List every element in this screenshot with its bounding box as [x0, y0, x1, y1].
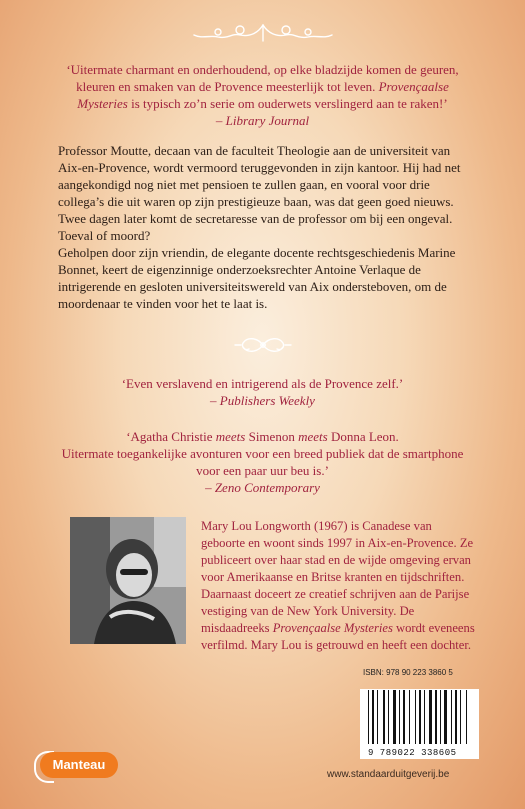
top-ornament	[188, 21, 338, 45]
barcode-bar	[455, 690, 457, 744]
barcode-bar	[372, 690, 374, 744]
quote-source: – Library Journal	[215, 113, 310, 128]
bio-text: is Canadese van geboorte en woont sinds 1997 in Aix-en-Provence. Ze publiceert over haar stad en de wijde omgeving ervan voor Amerikaanse en Britse kranten en tijdschriften. Daarnaast doceert ze creatief schrijven aan de Parijse vestiging van de New York University. De misdaadreeks	[201, 519, 474, 635]
barcode-bar	[440, 690, 441, 744]
middle-ornament	[233, 333, 293, 357]
author-photo	[70, 517, 186, 644]
blurb-paragraph-2: Geholpen door zijn vriendin, de elegante docente rechtsgeschiedenis Marine Bonnet, keert de eigenzinnige onderzoeksrechter Antoine Verlaque de intrigerende en gesloten universiteitswereld van Aix ondersteboven, om de moordenaar te vinden voor het te laat is.	[58, 245, 456, 311]
barcode-bar	[368, 690, 369, 744]
bio-text-end: wordt eveneens verfilmd. Mary Lou is getrouwd en heeft een dochter.	[201, 621, 475, 652]
publisher-url: www.standaarduitgeverij.be	[327, 769, 450, 780]
review-quote-zeno	[55, 428, 470, 496]
barcode-bar	[399, 690, 400, 744]
quote-series-title: Provençaalse Mysteries	[77, 79, 449, 111]
barcode-bar	[444, 690, 447, 744]
barcode-bar	[415, 690, 416, 744]
quote-meets: meets	[298, 429, 328, 444]
author-bio	[201, 518, 479, 654]
quote-meets: meets	[215, 429, 246, 444]
review-quote-library-journal	[55, 61, 470, 129]
barcode-bar	[435, 690, 437, 744]
barcode-bar	[429, 690, 432, 744]
quote-source: – Publishers Weekly	[210, 393, 315, 408]
barcode-digits: 9 789022 338605	[368, 748, 457, 758]
barcode-bar	[424, 690, 425, 744]
barcode-bar	[409, 690, 410, 744]
barcode-bar	[451, 690, 452, 744]
quote-text: Uitermate toegankelijke avonturen voor een breed publiek dat de smartphone voor een paar uur beu is.’	[61, 446, 464, 478]
isbn-label: ISBN: 978 90 223 3860 5	[363, 668, 453, 677]
book-blurb	[58, 142, 474, 312]
quote-text-part: ‘Agatha Christie	[126, 429, 216, 444]
barcode-bar	[377, 690, 378, 744]
blurb-paragraph-1: Professor Moutte, decaan van de faculteit Theologie aan de universiteit van Aix-en-Provence, wordt vermoord teruggevonden in zijn kantoor. Hij had net aangekondigd nog niet met pensioen te zullen gaan, en vooral voor drie collega’s die uit waren op zijn prestigieuze baan, was dat geen goed nieuws. Twee dagen later komt de secretaresse van de professor om bij een ongeval. Toeval of moord?	[58, 143, 461, 243]
barcode-bar	[403, 690, 405, 744]
publisher-logo: Manteau	[40, 752, 118, 778]
barcode-bar	[383, 690, 385, 744]
barcode-bar	[393, 690, 396, 744]
quote-text: ‘Even verslavend en intrigerend als de Provence zelf.’	[121, 376, 404, 391]
barcode-bar	[388, 690, 389, 744]
barcode-bar	[460, 690, 461, 744]
quote-text-end: is typisch zo’n serie om ouderwets verslingerd aan te raken!’	[127, 96, 448, 111]
barcode-bar	[419, 690, 421, 744]
quote-text-part: Simenon	[245, 429, 299, 444]
author-name: Mary Lou Longworth (1967)	[201, 519, 348, 533]
quote-text-part: Donna Leon.	[327, 429, 399, 444]
barcode-bar	[466, 690, 467, 744]
quote-text: ‘Uitermate charmant en onderhoudend, op elke bladzijde komen de geuren, kleuren en smaken van de Provence meesterlijk tot leven.	[66, 62, 459, 94]
review-quote-publishers-weekly	[55, 375, 470, 409]
quote-source: – Zeno Contemporary	[205, 480, 320, 495]
barcode	[366, 690, 474, 746]
bio-series-title: Provençaalse Mysteries	[272, 621, 393, 635]
